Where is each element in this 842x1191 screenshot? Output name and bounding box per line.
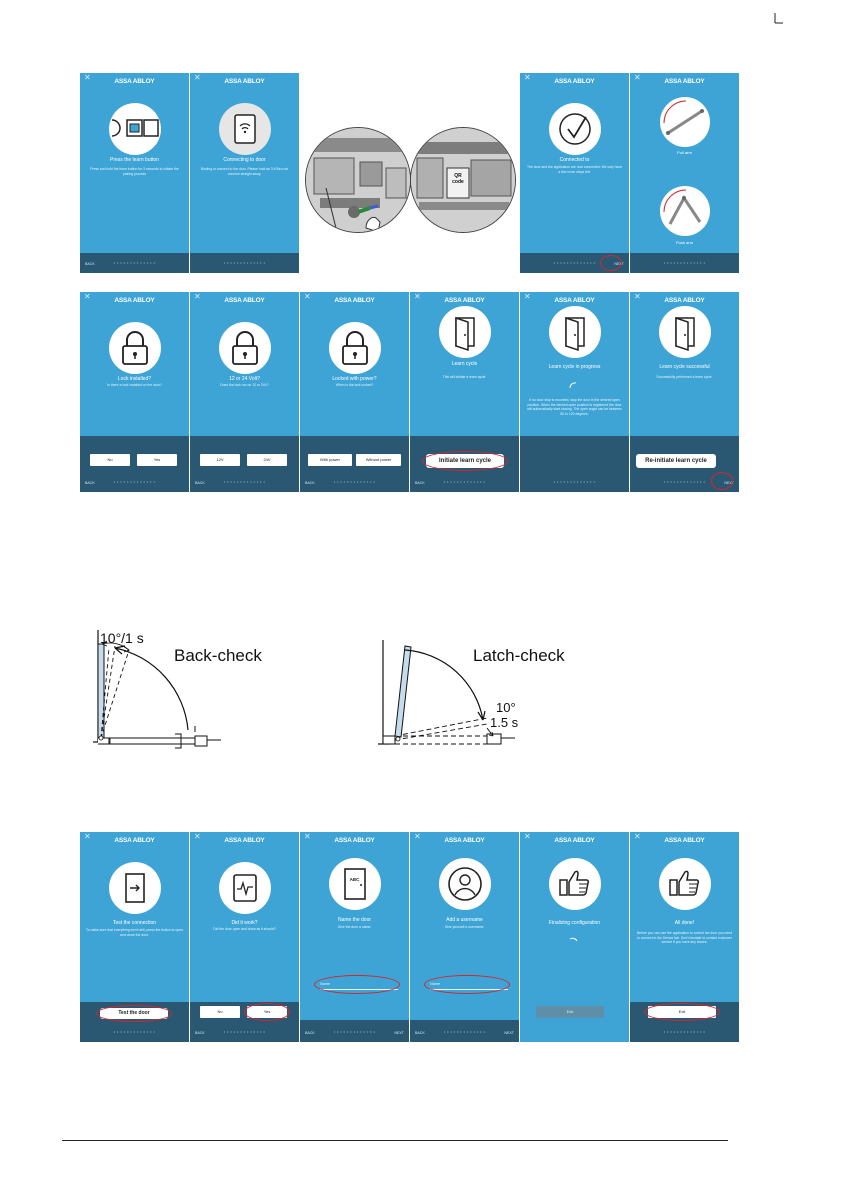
progress-dots: • • • • • • • • • • • • •: [663, 479, 706, 484]
screen-learn-successful: [630, 292, 739, 492]
back-button[interactable]: BACK: [415, 481, 425, 485]
back-button[interactable]: BACK: [195, 481, 205, 485]
push-arm-icon[interactable]: [660, 186, 710, 236]
screen-title: Connected to: [559, 157, 590, 163]
reinitiate-learn-cycle-button[interactable]: Re-initiate learn cycle: [636, 454, 716, 468]
brand-logo: ASSA ABLOY: [114, 78, 155, 85]
backcheck-value: 10°/1 s: [100, 630, 144, 646]
footer: [80, 1002, 189, 1042]
screen-press-learn-button: [80, 73, 189, 273]
hardware-photo-learn-button: [305, 127, 411, 233]
wifi-device-icon: [219, 103, 271, 155]
yes-button[interactable]: Yes: [247, 1006, 287, 1018]
screen-title: 12 or 24 Volt?: [229, 376, 260, 382]
brand-logo: ASSA ABLOY: [224, 78, 265, 85]
footer: [190, 1002, 299, 1042]
screen-title: Add a username: [446, 917, 483, 923]
padlock-icon: [219, 322, 271, 374]
spinner-icon: [568, 380, 580, 390]
screen-title: Learn cycle in progress: [548, 364, 601, 370]
screen-subtitle: This will initiate a learn cycle.: [442, 375, 487, 379]
close-icon[interactable]: ✕: [84, 292, 91, 301]
footer: [190, 436, 299, 492]
next-button[interactable]: NEXT: [394, 1031, 404, 1035]
progress-dots: • • • • • • • • • • • • •: [553, 479, 596, 484]
close-icon[interactable]: ✕: [194, 292, 201, 301]
padlock-icon: [109, 322, 161, 374]
username-input[interactable]: Name: [430, 982, 508, 990]
close-icon[interactable]: ✕: [84, 73, 91, 82]
close-icon[interactable]: ✕: [304, 832, 311, 841]
back-button[interactable]: BACK: [305, 481, 315, 485]
brand-logo: ASSA ABLOY: [554, 78, 595, 85]
close-icon[interactable]: ✕: [194, 73, 201, 82]
12v-button[interactable]: 12V: [200, 454, 240, 466]
screen-subtitle: Does the lock run on 12 or 24V?: [220, 383, 269, 387]
progress-dots: • • • • • • • • • • • • •: [663, 1029, 706, 1034]
door-name-input[interactable]: Name: [320, 982, 398, 990]
backcheck-label: Back-check: [174, 646, 262, 665]
screen-voltage: [190, 292, 299, 492]
screen-title: Name the door: [337, 917, 372, 923]
spinner-icon: [568, 936, 580, 944]
brand-logo: ASSA ABLOY: [334, 297, 375, 304]
screen-subtitle: When is the lock locked?: [335, 383, 374, 387]
screen-locked-with-power: [300, 292, 409, 492]
screen-lock-installed: [80, 292, 189, 492]
footer: [410, 436, 519, 492]
screen-connected: [520, 73, 629, 273]
page-footer-rule: [62, 1140, 728, 1141]
screen-finalizing: [520, 832, 629, 1042]
progress-dots: • • • • • • • • • • • • •: [333, 479, 376, 484]
screen-did-it-work: [190, 832, 299, 1042]
latchcheck-angle: 10°: [496, 700, 516, 715]
footer: [80, 253, 189, 273]
screen-title: Learn cycle successful: [659, 364, 710, 370]
footer: [300, 436, 409, 492]
screen-connecting: [190, 73, 299, 273]
progress-dots: • • • • • • • • • • • • •: [553, 260, 596, 265]
close-icon[interactable]: ✕: [634, 832, 641, 841]
next-button[interactable]: NEXT: [504, 1031, 514, 1035]
progress-dots: • • • • • • • • • • • • •: [223, 1029, 266, 1034]
back-button[interactable]: BACK: [85, 262, 95, 266]
screen-subtitle: Is there a lock installed on the door?: [107, 383, 162, 387]
page-corner-mark: [774, 12, 784, 24]
screen-title: All done!: [674, 920, 695, 926]
screen-subtitle: Give the door a name.: [337, 925, 372, 929]
close-icon[interactable]: ✕: [524, 292, 531, 301]
brand-logo: ASSA ABLOY: [554, 837, 595, 844]
close-icon[interactable]: ✕: [414, 292, 421, 301]
pulse-icon: [219, 862, 271, 914]
progress-dots: • • • • • • • • • • • • •: [333, 1029, 376, 1034]
with-power-button[interactable]: With power: [308, 454, 352, 466]
progress-dots: • • • • • • • • • • • • •: [443, 1029, 486, 1034]
door-name-icon-text: ABC: [349, 877, 360, 882]
screen-arm-type: [630, 73, 739, 273]
close-icon[interactable]: ✕: [304, 292, 311, 301]
brand-logo: ASSA ABLOY: [114, 297, 155, 304]
screen-test-connection: [80, 832, 189, 1042]
qr-code-label: QR code: [452, 173, 464, 185]
screen-subtitle: If no door stop is mounted, stop the door in the desired open position. When the desired open position is registered the door will automatically start closing. The open angle can be between 80 to 120 degrees.: [527, 398, 622, 416]
screen-subtitle: Successfully performed a learn cycle.: [656, 375, 713, 379]
padlock-icon: [329, 322, 381, 374]
close-icon[interactable]: ✕: [634, 292, 641, 301]
initiate-learn-cycle-button[interactable]: Initiate learn cycle: [426, 454, 504, 468]
pull-arm-icon[interactable]: [660, 97, 710, 147]
footer: [630, 1002, 739, 1042]
progress-dots: • • • • • • • • • • • • •: [443, 479, 486, 484]
door-icon: [659, 306, 711, 358]
door-icon: [549, 306, 601, 358]
thumbs-up-icon: [659, 858, 711, 910]
screen-subtitle: Before you can use the application to control the door you need to connect in the Device tab. Don't hesitate to contact customer service if you have any issues.: [636, 931, 733, 945]
checkmark-icon: [549, 103, 601, 155]
footer: [520, 1002, 629, 1042]
back-button[interactable]: BACK: [195, 1031, 205, 1035]
back-button[interactable]: BACK: [85, 481, 95, 485]
brand-logo: ASSA ABLOY: [664, 837, 705, 844]
progress-dots: • • • • • • • • • • • • •: [113, 1029, 156, 1034]
screen-title: Finalizing configuration: [548, 920, 601, 926]
footer: [80, 436, 189, 492]
push-arm-label: Push arm: [675, 240, 694, 245]
footer: [520, 436, 629, 492]
brand-logo: ASSA ABLOY: [444, 837, 485, 844]
back-button[interactable]: BACK: [415, 1031, 425, 1035]
screen-title: Did it work?: [231, 920, 258, 926]
brand-logo: ASSA ABLOY: [664, 297, 705, 304]
yes-button[interactable]: Yes: [137, 454, 177, 466]
no-button[interactable]: No: [200, 1006, 240, 1018]
screen-learn-in-progress: [520, 292, 629, 492]
screen-subtitle: The door and the application are now connected. We only have a few more steps left.: [527, 165, 622, 174]
screen-title: Connecting to door: [223, 157, 266, 163]
screen-title: Press the learn button: [110, 157, 159, 163]
brand-logo: ASSA ABLOY: [554, 297, 595, 304]
screen-subtitle: Binding to connect to the door. Please hold an 3.6 Beo not connect straight away.: [200, 167, 289, 176]
close-icon[interactable]: ✕: [524, 832, 531, 841]
progress-dots: • • • • • • • • • • • • •: [113, 260, 156, 265]
brand-logo: ASSA ABLOY: [224, 837, 265, 844]
brand-logo: ASSA ABLOY: [444, 297, 485, 304]
door-name-icon: [329, 858, 381, 910]
close-icon[interactable]: ✕: [194, 832, 201, 841]
screen-learn-cycle: [410, 292, 519, 492]
screen-title: Learn cycle: [451, 361, 478, 367]
next-button[interactable]: NEXT: [724, 481, 734, 485]
screen-title: Test the connection: [112, 920, 157, 926]
progress-dots: • • • • • • • • • • • • •: [663, 260, 706, 265]
footer: [630, 253, 739, 273]
screen-subtitle: To make sure that everything went well, press the button to open and close the door.: [86, 928, 183, 937]
learn-button-icon: [109, 103, 161, 155]
brand-logo: ASSA ABLOY: [114, 837, 155, 844]
back-button[interactable]: BACK: [305, 1031, 315, 1035]
footer: [630, 436, 739, 492]
screen-all-done: [630, 832, 739, 1042]
latchcheck-time: 1.5 s: [490, 715, 519, 730]
close-icon[interactable]: ✕: [84, 832, 91, 841]
progress-dots: • • • • • • • • • • • • •: [223, 479, 266, 484]
close-icon[interactable]: ✕: [524, 73, 531, 82]
hardware-photo-qr-code: [410, 127, 516, 233]
screen-add-username: [410, 832, 519, 1042]
door-icon: [439, 306, 491, 358]
exit-button-disabled: Exit: [536, 1006, 604, 1018]
footer: [520, 253, 629, 273]
no-button[interactable]: No: [90, 454, 130, 466]
brand-logo: ASSA ABLOY: [224, 297, 265, 304]
footer: [300, 1020, 409, 1042]
pull-arm-label: Pull arm: [677, 150, 692, 155]
footer: [190, 253, 299, 273]
screen-subtitle: Give yourself a username.: [444, 925, 485, 929]
user-icon: [439, 858, 491, 910]
close-icon[interactable]: ✕: [634, 73, 641, 82]
brand-logo: ASSA ABLOY: [334, 837, 375, 844]
footer: [410, 1020, 519, 1042]
close-icon[interactable]: ✕: [414, 832, 421, 841]
exit-button[interactable]: Exit: [648, 1006, 716, 1018]
progress-dots: • • • • • • • • • • • • •: [223, 260, 266, 265]
next-button[interactable]: NEXT: [614, 262, 624, 266]
screen-name-door: [300, 832, 409, 1042]
thumbs-up-icon: [549, 858, 601, 910]
progress-dots: • • • • • • • • • • • • •: [113, 479, 156, 484]
24v-button[interactable]: 24V: [247, 454, 287, 466]
brand-logo: ASSA ABLOY: [664, 78, 705, 85]
screen-title: Lock installed?: [117, 376, 152, 382]
test-door-button[interactable]: Test the door: [100, 1008, 168, 1019]
door-enter-icon: [109, 862, 161, 914]
screen-title: Locked with power?: [332, 376, 377, 382]
latchcheck-label: Latch-check: [473, 646, 565, 665]
screen-subtitle: Did the door open and close as it should?: [213, 927, 276, 931]
screen-subtitle: Press and hold the learn button for 3 seconds to initiate the pairing process: [90, 167, 179, 176]
without-power-button[interactable]: Without power: [356, 454, 401, 466]
